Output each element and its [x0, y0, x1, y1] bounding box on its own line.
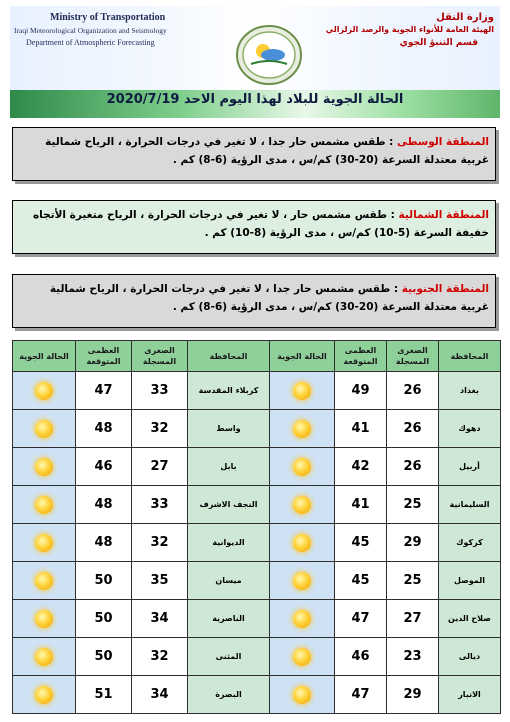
region-name: المنطقة الشمالية	[398, 209, 489, 221]
sun-icon	[35, 648, 53, 666]
table-row	[13, 676, 501, 714]
weather-state-cell	[270, 600, 335, 638]
table-header-row	[13, 341, 501, 372]
province-cell: صلاح الدين	[439, 600, 501, 638]
table-row	[13, 524, 501, 562]
province-cell: الناصرية	[188, 600, 270, 638]
header-min: الصغرى المسجلة	[132, 341, 188, 372]
table-row	[13, 448, 501, 486]
weather-state-cell	[270, 372, 335, 410]
weather-table	[12, 340, 501, 714]
min-temp-cell: 34	[132, 676, 188, 714]
weather-state-cell	[270, 562, 335, 600]
header-state: الحالة الجوية	[13, 341, 76, 372]
max-temp-cell: 42	[335, 448, 387, 486]
weather-state-cell	[13, 486, 76, 524]
weather-state-cell	[270, 486, 335, 524]
min-temp-cell: 26	[387, 410, 439, 448]
max-temp-cell: 46	[76, 448, 132, 486]
region-central	[12, 127, 496, 181]
max-temp-cell: 48	[76, 486, 132, 524]
sun-icon	[35, 496, 53, 514]
sun-icon	[293, 496, 311, 514]
table-row	[13, 638, 501, 676]
min-temp-cell: 27	[132, 448, 188, 486]
max-temp-cell: 50	[76, 638, 132, 676]
sun-icon	[35, 686, 53, 704]
weather-state-cell	[270, 676, 335, 714]
department-ar: قسم التنبؤ الجوي	[399, 38, 478, 48]
header-min: الصغرى المسجلة	[387, 341, 439, 372]
organization-logo	[235, 24, 303, 86]
ministry-ar: وزارة النقل	[436, 12, 494, 23]
province-cell: دهوك	[439, 410, 501, 448]
table-row	[13, 372, 501, 410]
max-temp-cell: 45	[335, 524, 387, 562]
min-temp-cell: 33	[132, 372, 188, 410]
region-forecast: : طقس مشمس حار جدا ، لا تغير في درجات الحرارة ، الرياح شمالية غربية معتدلة السرعة (20-30) كم/س ، مدى الرؤية (6-8) كم .	[49, 283, 489, 313]
weather-state-cell	[270, 410, 335, 448]
province-cell: البصرة	[188, 676, 270, 714]
min-temp-cell: 26	[387, 372, 439, 410]
weather-state-cell	[13, 448, 76, 486]
province-cell: بابل	[188, 448, 270, 486]
sun-icon	[35, 382, 53, 400]
max-temp-cell: 47	[76, 372, 132, 410]
province-cell: المثنى	[188, 638, 270, 676]
max-temp-cell: 49	[335, 372, 387, 410]
sun-icon	[293, 610, 311, 628]
region-forecast: : طقس مشمس حار ، لا تغير في درجات الحرارة ، الرياح متغيرة الأتجاه خفيفة السرعة (5-10) كم/س ، مدى الرؤية (8-10) كم .	[32, 209, 489, 239]
province-cell: السليمانية	[439, 486, 501, 524]
weather-state-cell	[270, 448, 335, 486]
min-temp-cell: 32	[132, 638, 188, 676]
header-max: العظمى المتوقعة	[335, 341, 387, 372]
sun-icon	[35, 534, 53, 552]
table-row	[13, 486, 501, 524]
sun-icon	[293, 420, 311, 438]
weather-state-cell	[13, 676, 76, 714]
min-temp-cell: 25	[387, 486, 439, 524]
weather-state-cell	[13, 638, 76, 676]
province-cell: الانبار	[439, 676, 501, 714]
province-cell: كركوك	[439, 524, 501, 562]
table-row	[13, 562, 501, 600]
sun-icon	[35, 420, 53, 438]
ministry-en: Ministry of Transportation	[50, 12, 166, 23]
min-temp-cell: 35	[132, 562, 188, 600]
weather-state-cell	[13, 600, 76, 638]
min-temp-cell: 33	[132, 486, 188, 524]
sun-icon	[35, 572, 53, 590]
province-cell: ميسان	[188, 562, 270, 600]
department-en: Department of Atmospheric Forecasting	[26, 38, 155, 47]
province-cell: النجف الاشرف	[188, 486, 270, 524]
region-south	[12, 274, 496, 328]
header-province: المحافظة	[188, 341, 270, 372]
sun-icon	[293, 572, 311, 590]
weather-state-cell	[13, 562, 76, 600]
sun-icon	[293, 382, 311, 400]
sun-icon	[35, 458, 53, 476]
region-name: المنطقة الجنوبية	[401, 283, 489, 295]
header-arabic	[324, 12, 494, 48]
max-temp-cell: 48	[76, 524, 132, 562]
max-temp-cell: 50	[76, 562, 132, 600]
weather-state-cell	[13, 410, 76, 448]
region-north	[12, 200, 496, 254]
max-temp-cell: 50	[76, 600, 132, 638]
min-temp-cell: 27	[387, 600, 439, 638]
max-temp-cell: 46	[335, 638, 387, 676]
province-cell: الموصل	[439, 562, 501, 600]
max-temp-cell: 47	[335, 676, 387, 714]
weather-state-cell	[270, 524, 335, 562]
weather-state-cell	[270, 638, 335, 676]
min-temp-cell: 29	[387, 524, 439, 562]
header-state: الحالة الجوية	[270, 341, 335, 372]
province-cell: ديالى	[439, 638, 501, 676]
sun-icon	[293, 686, 311, 704]
min-temp-cell: 23	[387, 638, 439, 676]
weather-state-cell	[13, 372, 76, 410]
sun-icon	[293, 534, 311, 552]
header-province: المحافظة	[439, 341, 501, 372]
province-cell: بغداد	[439, 372, 501, 410]
max-temp-cell: 45	[335, 562, 387, 600]
min-temp-cell: 25	[387, 562, 439, 600]
header-max: العظمى المتوقعة	[76, 341, 132, 372]
province-cell: واسط	[188, 410, 270, 448]
min-temp-cell: 29	[387, 676, 439, 714]
province-cell: كربلاء المقدسة	[188, 372, 270, 410]
sun-icon	[293, 648, 311, 666]
min-temp-cell: 34	[132, 600, 188, 638]
max-temp-cell: 51	[76, 676, 132, 714]
sun-icon	[293, 458, 311, 476]
min-temp-cell: 32	[132, 410, 188, 448]
table-row	[13, 600, 501, 638]
table-row	[13, 410, 501, 448]
organization-ar: الهيئة العامة للأنواء الجوية والرصد الزلزالي	[325, 25, 494, 34]
header-english	[14, 12, 184, 47]
region-name: المنطقة الوسطى	[397, 136, 489, 148]
province-cell: أربيل	[439, 448, 501, 486]
max-temp-cell: 48	[76, 410, 132, 448]
page-title: الحالة الجوية للبلاد لهذا اليوم الاحد 2020/7/19	[106, 92, 404, 107]
min-temp-cell: 32	[132, 524, 188, 562]
min-temp-cell: 26	[387, 448, 439, 486]
region-forecast: : طقس مشمس حار جدا ، لا تغير في درجات الحرارة ، الرياح شمالية غربية معتدلة السرعة (20-30) كم/س ، مدى الرؤية (6-8) كم .	[45, 136, 489, 166]
max-temp-cell: 41	[335, 486, 387, 524]
sun-icon	[35, 610, 53, 628]
max-temp-cell: 47	[335, 600, 387, 638]
max-temp-cell: 41	[335, 410, 387, 448]
weather-state-cell	[13, 524, 76, 562]
organization-en: Iraqi Meteorological Organization and Seismology	[14, 26, 167, 35]
province-cell: الديوانية	[188, 524, 270, 562]
